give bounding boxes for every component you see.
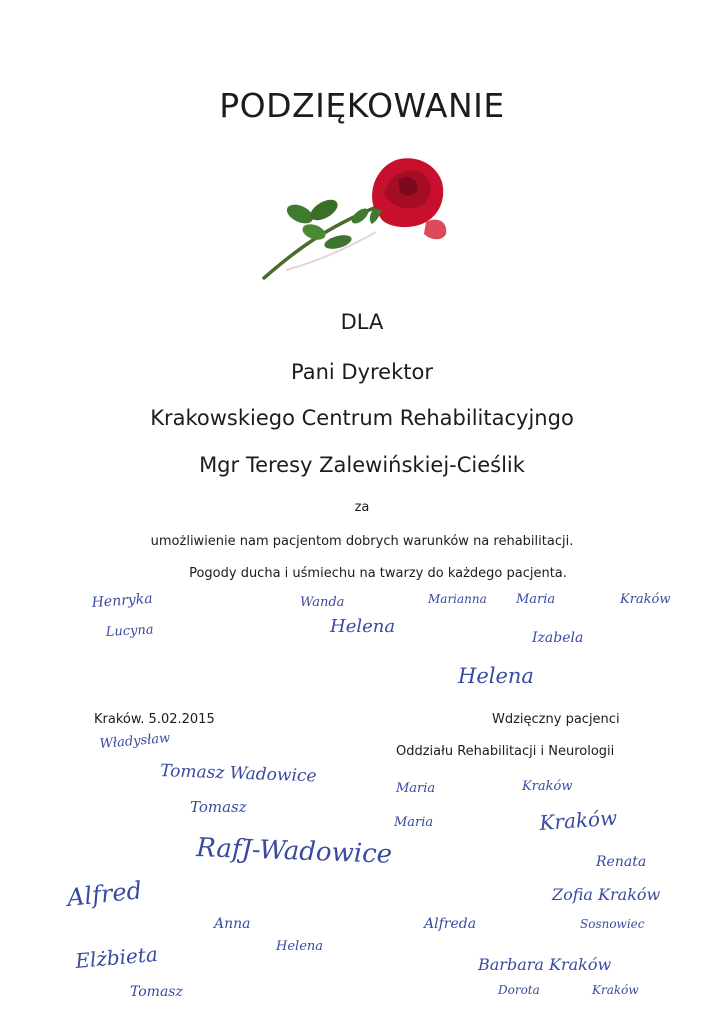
signature: Helena <box>276 939 324 954</box>
signature: Elżbieta <box>74 941 159 973</box>
reason-line-1: umożliwienie nam pacjentom dobrych warunków na rehabilitacji. <box>150 534 574 549</box>
recipient-name: Mgr Teresy Zalewińskiej-Cieślik <box>199 453 525 477</box>
signature: Izabela <box>532 630 584 646</box>
signature: Alfreda <box>424 916 477 932</box>
signature: Kraków <box>592 983 639 997</box>
signoff-line-2: Oddziału Rehabilitacji i Neurologii <box>396 744 615 759</box>
signature: Maria <box>396 781 436 796</box>
signature: RafJ-Wadowice <box>195 833 393 870</box>
signature: Dorota <box>498 983 540 997</box>
signature: Barbara Kraków <box>478 955 612 974</box>
signature: Wanda <box>300 595 345 610</box>
signature: Tomasz <box>190 798 247 816</box>
signature: Henryka <box>91 590 154 611</box>
reason-line-2: Pogody ducha i uśmiechu na twarzy do każdego pacjenta. <box>189 566 567 581</box>
signature: Kraków <box>522 779 573 794</box>
signature: Marianna <box>428 592 487 606</box>
signature: Kraków <box>620 592 671 607</box>
signature: Helena <box>458 664 534 688</box>
certificate-title: PODZIĘKOWANIE <box>219 86 505 125</box>
signoff-line-1: Wdzięczny pacjenci <box>492 712 620 727</box>
signature: Sosnowiec <box>580 917 645 931</box>
signature: Anna <box>214 916 251 932</box>
signature: Alfred <box>65 876 144 912</box>
signature: Zofia Kraków <box>552 885 661 904</box>
for-label: DLA <box>340 310 384 334</box>
signature: Władysław <box>99 730 171 752</box>
recipient-institution: Krakowskiego Centrum Rehabilitacyjngo <box>150 406 574 430</box>
signature: Tomasz Wadowice <box>159 761 317 787</box>
signature: Kraków <box>538 805 618 835</box>
signature: Helena <box>330 616 396 637</box>
recipient-title: Pani Dyrektor <box>291 360 433 384</box>
for-word: za <box>354 500 370 515</box>
signature: Renata <box>596 854 647 870</box>
signature: Maria <box>516 592 556 607</box>
place-date: Kraków. 5.02.2015 <box>94 712 215 727</box>
signature: Tomasz <box>130 984 183 1000</box>
signature: Lucyna <box>105 622 154 640</box>
signature: Maria <box>394 815 434 830</box>
